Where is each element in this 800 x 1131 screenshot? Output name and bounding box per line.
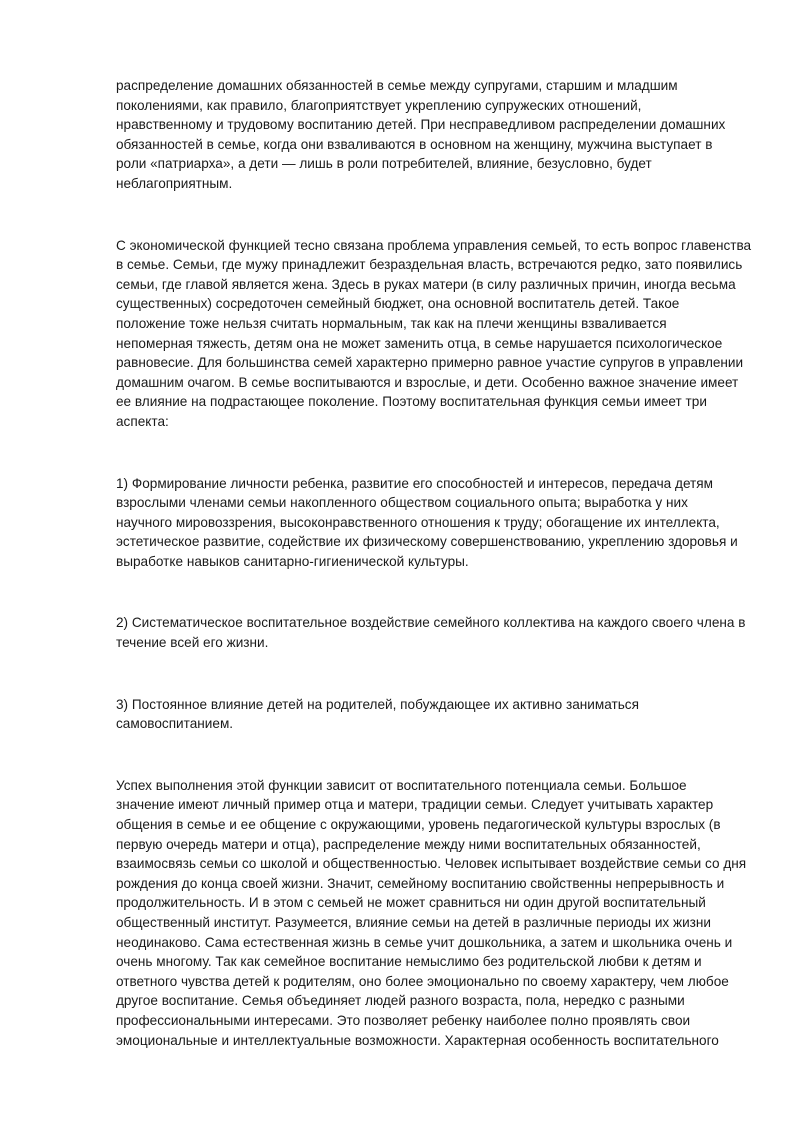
- paragraph-spacer: [116, 571, 746, 613]
- document-page: [116, 76, 752, 1050]
- text-line: роли «патриарха», а дети — лишь в роли потребителей, влияние, безусловно, будет: [116, 156, 652, 172]
- text-line: непомерная тяжесть, детям она не может заменить отца, в семье нарушается психологическое: [116, 335, 723, 351]
- text-line: значение имеют личный пример отца и матери, традиции семьи. Следует учитывать характер: [116, 797, 714, 813]
- paragraph-aspect-3: [116, 695, 746, 734]
- text-line: распределение домашних обязанностей в семье между супругами, старшим и младшим: [116, 78, 678, 93]
- text-line: эмоциональные и интеллектуальные возможности. Характерная особенность воспитательного: [116, 1032, 719, 1048]
- paragraph-upbringing-success: [116, 776, 746, 1050]
- text-line: взаимосвязь семьи со школой и общественностью. Человек испытывает воздействие семьи со дня: [116, 856, 747, 872]
- text-line: неодинаково. Сама естественная жизнь в семье учит дошкольника, а затем и школьника очень и: [116, 934, 733, 950]
- paragraph-spacer: [116, 432, 746, 474]
- text-line: другое воспитание. Семья объединяет людей разного возраста, пола, нередко с разными: [116, 993, 685, 1009]
- text-line: неблагоприятным.: [116, 175, 233, 191]
- text-line: первую очередь матери и отца), распределение между ними воспитательных обязанностей,: [116, 836, 701, 852]
- paragraph-household-duties: [116, 76, 746, 194]
- text-line: выработке навыков санитарно-гигиенической культуры.: [116, 553, 469, 569]
- paragraph-spacer: [116, 194, 746, 236]
- text-line: рождения до конца своей жизни. Значит, семейному воспитанию свойственны непрерывность и: [116, 875, 725, 891]
- text-line: существенных) сосредоточен семейный бюджет, она основной воспитатель детей. Такое: [116, 296, 680, 312]
- text-line: Успех выполнения этой функции зависит от воспитательного потенциала семьи. Большое: [116, 777, 687, 793]
- text-line: 3) Постоянное влияние детей на родителей, побуждающее их активно заниматься: [116, 696, 639, 712]
- text-line: положение тоже нельзя считать нормальным, так как на плечи женщины взваливается: [116, 315, 667, 331]
- text-line: нравственному и трудовому воспитанию детей. При несправедливом распределении домашних: [116, 117, 726, 133]
- text-line: взрослыми членами семьи накопленного обществом социального опыта; выработка у них: [116, 495, 688, 511]
- text-line: домашним очагом. В семье воспитываются и взрослые, и дети. Особенно важное значение имеет: [116, 374, 739, 390]
- text-line: поколениями, как правило, благоприятствует укреплению супружеских отношений,: [116, 97, 642, 113]
- text-line: ответного чувства детей к родителям, оно более эмоционально по своему характеру, чем любое: [116, 973, 729, 989]
- paragraph-family-management: [116, 236, 752, 432]
- text-line: профессиональными интересами. Это позволяет ребенку наиболее полно проявлять свои: [116, 1012, 691, 1028]
- text-line: обязанностей в семье, когда они взваливаются в основном на женщину, мужчина выступает в: [116, 136, 713, 152]
- text-line: равновесие. Для большинства семей характерно примерно равное участие супругов в управлении: [116, 355, 744, 371]
- paragraph-aspect-2: [116, 613, 746, 652]
- text-line: С экономической функцией тесно связана проблема управления семьей, то есть вопрос главенства: [116, 237, 752, 253]
- text-line: 1) Формирование личности ребенка, развитие его способностей и интересов, передача детям: [116, 475, 713, 491]
- text-line: самовоспитанием.: [116, 716, 234, 732]
- text-line: очень многому. Так как семейное воспитание немыслимо без родительской любви к детям и: [116, 954, 702, 970]
- text-line: ее влияние на подрастающее поколение. Поэтому воспитательная функция семьи имеет три: [116, 394, 707, 410]
- text-line: аспекта:: [116, 413, 169, 429]
- text-line: общественный институт. Разумеется, влияние семьи на детей в различные периоды их жизни: [116, 915, 712, 930]
- text-line: продолжительность. И в этом с семьей не может сравниться ни один другой воспитательный: [116, 895, 706, 911]
- text-line: научного мировоззрения, высоконравственного отношения к труду; обогащение их интеллекта,: [116, 514, 720, 530]
- paragraph-spacer: [116, 653, 746, 695]
- text-line: эстетическое развитие, содействие их физическому совершенствованию, укреплению здоровья и: [116, 534, 738, 550]
- text-line: течение всей его жизни.: [116, 635, 269, 651]
- text-line: семьи, где главой является жена. Здесь в руках матери (в силу различных причин, иногда весьма: [116, 276, 736, 292]
- text-line: общения в семье и ее общение с окружающими, уровень педагогической культуры взрослых (в: [116, 817, 721, 833]
- text-line: в семье. Семьи, где мужу принадлежит безраздельная власть, встречаются редко, зато появились: [116, 257, 743, 273]
- text-line: 2) Систематическое воспитательное воздействие семейного коллектива на каждого своего члена в: [116, 615, 746, 631]
- paragraph-spacer: [116, 734, 746, 776]
- paragraph-aspect-1: [116, 474, 746, 572]
